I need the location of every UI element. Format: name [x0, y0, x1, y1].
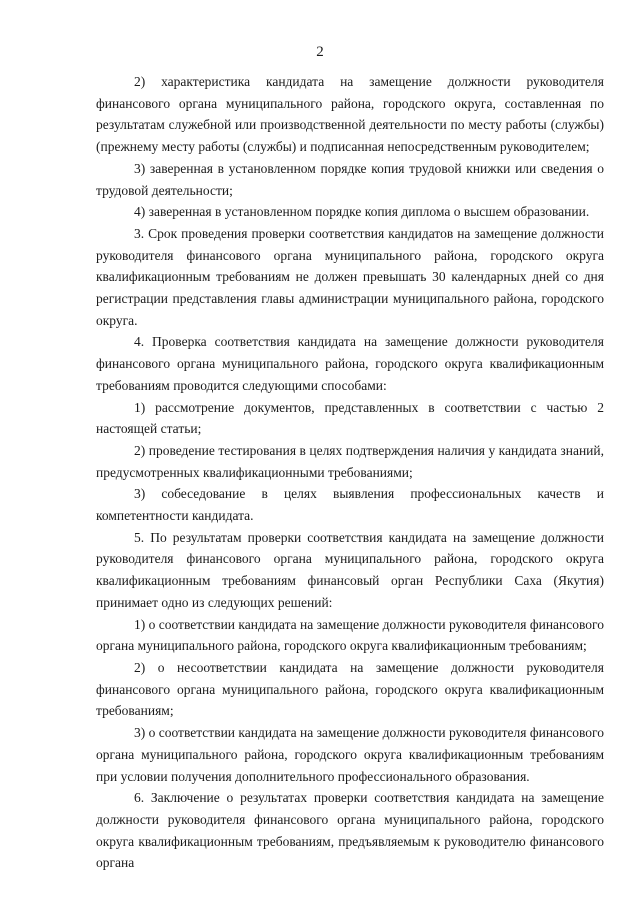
paragraph-decision-3-conditional: 3) о соответствии кандидата на замещение должности руководителя финансового органа муниципального района, городского округа квалификационным требованиям при условии получения дополнительного профессионального образования.: [96, 725, 605, 784]
paragraph-method-3-interview: 3) собеседование в целях выявления профессиональных качеств и компетентности кандидата.: [96, 486, 604, 524]
paragraph-section-5-decisions: 5. По результатам проверки соответствия кандидата на замещение должности руководителя финансового органа муниципального района, городского округа квалификационным требованиям финансовый орган Республики Саха (Якутия) принимает одно из следующих решений:: [96, 529, 604, 610]
paragraph-decision-1-compliance: 1) о соответствии кандидата на замещение должности руководителя финансового органа муниципального района, городского округа квалификационным требованиям;: [96, 616, 605, 654]
paragraph-section-6-conclusion: 6. Заключение о результатах проверки соответствия кандидата на замещение должности руководителя финансового органа муниципального района, городского округа квалификационным требованиям, предъявляемым к руководителю финансового органа: [96, 790, 604, 871]
paragraph-decision-2-noncompliance: 2) о несоответствии кандидата на замещение должности руководителя финансового органа муниципального района, городского округа квалификационным требованиям;: [96, 659, 604, 719]
paragraph-item-3-labor-book: 3) заверенная в установленном порядке копия трудовой книжки или сведения о трудовой деятельности;: [96, 160, 604, 198]
paragraph-method-2-testing: 2) проведение тестирования в целях подтверждения наличия у кандидата знаний, предусмотренных квалификационными требованиями;: [96, 442, 604, 480]
page-number: 2: [316, 44, 324, 60]
paragraph-section-3-term: 3. Срок проведения проверки соответствия кандидатов на замещение должности руководителя финансового органа муниципального района, городского округа квалификационным требованиям не должен превышать 30 календарных дней со дня регистрации представления главы администрации муниципального района, городского округа.: [96, 225, 604, 328]
paragraph-section-4-methods: 4. Проверка соответствия кандидата на замещение должности руководителя финансового органа муниципального района, городского округа квалификационным требованиям проводится следующими способами:: [96, 334, 604, 393]
paragraph-item-2-characteristic: 2) характеристика кандидата на замещение должности руководителя финансового органа муниципального района, городского округа, составленная по результатам служебной или производственной деятельности по месту работы (службы) (прежнему месту работы (службы) и подписанная непосредственным руководителем;: [96, 74, 604, 155]
document-body: [96, 71, 604, 874]
paragraph-item-4-diploma: 4) заверенная в установленном порядке копия диплома о высшем образовании.: [134, 204, 590, 220]
paragraph-method-1-documents: 1) рассмотрение документов, представленных в соответствии с частью 2 настоящей статьи;: [96, 399, 604, 437]
